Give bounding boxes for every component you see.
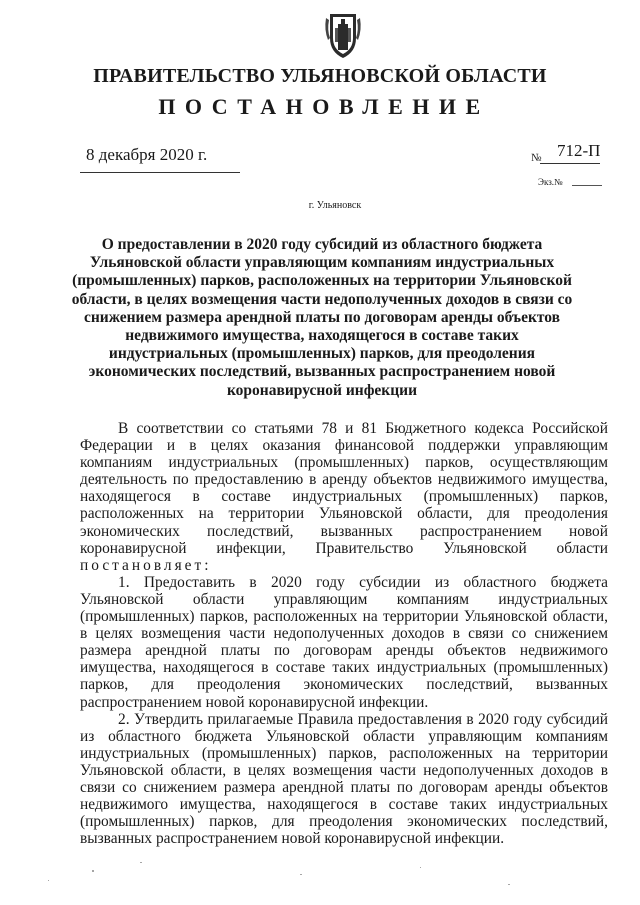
coat-of-arms-icon bbox=[324, 10, 362, 60]
document-date: 8 декабря 2020 г. bbox=[86, 145, 208, 164]
scan-speck bbox=[92, 870, 94, 872]
scan-speck bbox=[300, 874, 302, 875]
document-number: 712-П bbox=[557, 141, 601, 160]
document-type: ПОСТАНОВЛЕНИЕ bbox=[158, 94, 490, 119]
preamble-paragraph bbox=[80, 420, 608, 574]
document-body bbox=[80, 420, 608, 847]
scan-speck bbox=[140, 862, 142, 863]
date-underline bbox=[80, 172, 240, 173]
number-underline bbox=[540, 163, 600, 164]
item-2-paragraph: 2. Утвердить прилагаемые Правила предоставления в 2020 году субсидий из областного бюджета Ульяновской области управляющим компаниям индустриальных (промышленных) парков, расположенных на территории Ульяновской области, в целях возмещения части недополученных доходов в связи со снижением размера арендной платы по договорам аренды объектов недвижимого имущества, находящегося в составе таких индустриальных (промышленных) парков, для преодоления экономических последствий, вызванных распространением новой коронавирусной инфекции. bbox=[80, 710, 608, 848]
scan-speck bbox=[420, 867, 421, 868]
document-title: О предоставлении в 2020 году субсидий из областного бюджета Ульяновской области управляющим компаниям индустриальных (промышленных) парков, расположенных на территории Ульяновской области, в целях возмещения части недополученных доходов в связи со снижением размера арендной платы по договорам аренды объектов недвижимого имущества, находящегося в составе таких индустриальных (промышленных) парков, для преодоления экономических последствий, вызванных распространением новой коронавирусной инфекции bbox=[71, 236, 573, 399]
government-name: ПРАВИТЕЛЬСТВО УЛЬЯНОВСКОЙ ОБЛАСТИ bbox=[93, 65, 547, 87]
copy-number-label: Экз.№ bbox=[538, 177, 563, 187]
number-sign: № bbox=[531, 152, 542, 164]
preamble-text: В соответствии со статьями 78 и 81 Бюджетного кодекса Российской Федерации и в целях оказания финансовой поддержки управляющим компаниям индустриальных (промышленных) парков, осуществляющим деятельность по предоставлению в аренду объектов недвижимого имущества, находящегося в составе индустриальных (промышленных) парков, расположенных на территории Ульяновской области, для преодоления экономических последствий, вызванных распространением новой коронавирусной инфекции, Правительство Ульяновской области bbox=[80, 420, 608, 557]
scan-speck bbox=[48, 880, 49, 881]
resolves-word: постановляет: bbox=[80, 556, 212, 574]
copy-number-underline bbox=[572, 185, 602, 186]
item-1-paragraph: 1. Предоставить в 2020 году субсидии из областного бюджета Ульяновской области управляющим компаниям индустриальных (промышленных) парков, расположенных на территории Ульяновской области, в целях возмещения части недополученных доходов в связи со снижением размера арендной платы по договорам аренды объектов недвижимого имущества, находящегося в составе таких индустриальных (промышленных) парков, для преодоления экономических последствий, вызванных распространением новой коронавирусной инфекции. bbox=[80, 573, 608, 711]
scan-speck bbox=[508, 884, 510, 885]
document-city: г. Ульяновск bbox=[308, 200, 362, 211]
